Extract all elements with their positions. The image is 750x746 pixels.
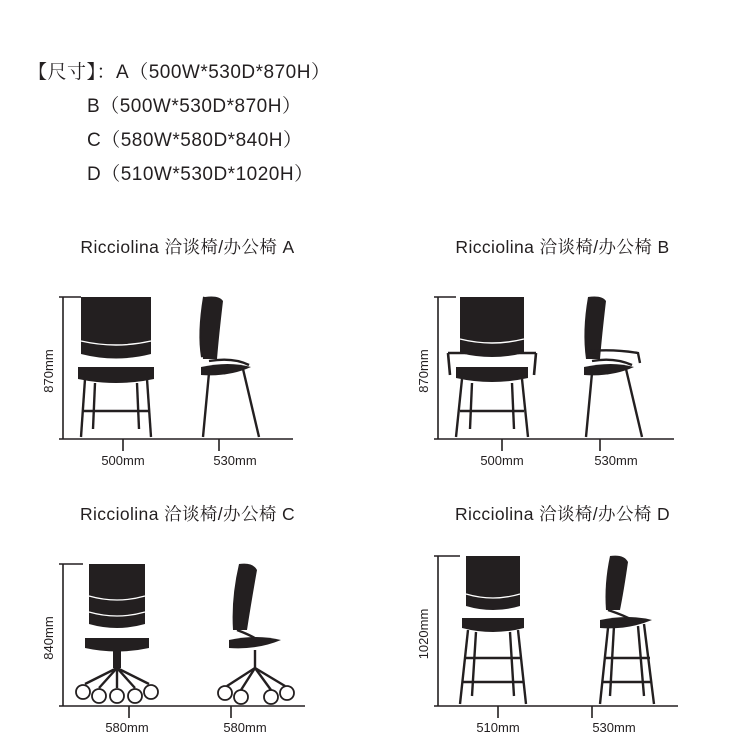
spec-value-d: （510W*530D*1020H） [101, 164, 314, 185]
product-title-b: Ricciolina 洽谈椅/办公椅 B [455, 237, 670, 257]
height-label-c: 840mm [40, 616, 56, 660]
depth-label-a: 530mm [212, 453, 257, 468]
product-cell-d [375, 479, 750, 746]
spec-key-a: A [116, 62, 130, 83]
height-label-d: 1020mm [415, 608, 431, 660]
chair-a-side-view [201, 297, 259, 438]
chair-b-front-view [448, 297, 536, 437]
product-figure-b [375, 279, 750, 479]
depth-label-c: 580mm [222, 720, 267, 735]
chair-d-drawing [398, 546, 728, 746]
product-cell-c [0, 479, 375, 746]
chair-b-drawing [398, 279, 728, 479]
width-label-a: 500mm [100, 453, 145, 468]
spec-row-d [28, 158, 330, 192]
product-row-2 [0, 479, 750, 746]
depth-label-d: 530mm [591, 720, 636, 735]
spec-key-c: C [87, 130, 102, 151]
spec-row-b [28, 90, 330, 124]
height-label-b: 870mm [415, 349, 431, 393]
spec-value-a: （500W*530D*870H） [129, 62, 331, 83]
spec-value-c: （580W*580D*840H） [101, 130, 303, 151]
chair-a-drawing [23, 279, 353, 479]
width-label-b: 500mm [479, 453, 524, 468]
height-label-a: 870mm [40, 349, 56, 393]
chair-c-side-view [218, 564, 294, 704]
product-figure-c [0, 546, 375, 746]
product-figure-d [375, 546, 750, 746]
width-label-c: 580mm [104, 720, 149, 735]
chair-c-drawing [23, 546, 353, 746]
chair-d-front-view [460, 556, 526, 704]
chair-c-front-view [76, 564, 158, 703]
depth-label-b: 530mm [593, 453, 638, 468]
product-row-1 [0, 212, 750, 479]
dimensions-spec-block [28, 56, 330, 192]
spec-row-c [28, 124, 330, 158]
width-label-d: 510mm [475, 720, 520, 735]
spec-key-d: D [87, 164, 102, 185]
product-cell-b [375, 212, 750, 479]
chair-d-side-view [600, 556, 654, 704]
spec-label: 【尺寸】： [28, 62, 117, 83]
spec-row-a [28, 56, 330, 90]
product-title-c: Ricciolina 洽谈椅/办公椅 C [79, 504, 296, 524]
product-title-a: Ricciolina 洽谈椅/办公椅 A [80, 237, 295, 257]
chair-a-front-view [78, 297, 154, 437]
chair-b-side-view [584, 297, 642, 438]
spec-value-b: （500W*530D*870H） [100, 96, 302, 117]
product-grid [0, 212, 750, 746]
spec-key-b: B [87, 96, 101, 117]
product-title-d: Ricciolina 洽谈椅/办公椅 D [454, 504, 671, 524]
product-figure-a [0, 279, 375, 479]
product-cell-a [0, 212, 375, 479]
